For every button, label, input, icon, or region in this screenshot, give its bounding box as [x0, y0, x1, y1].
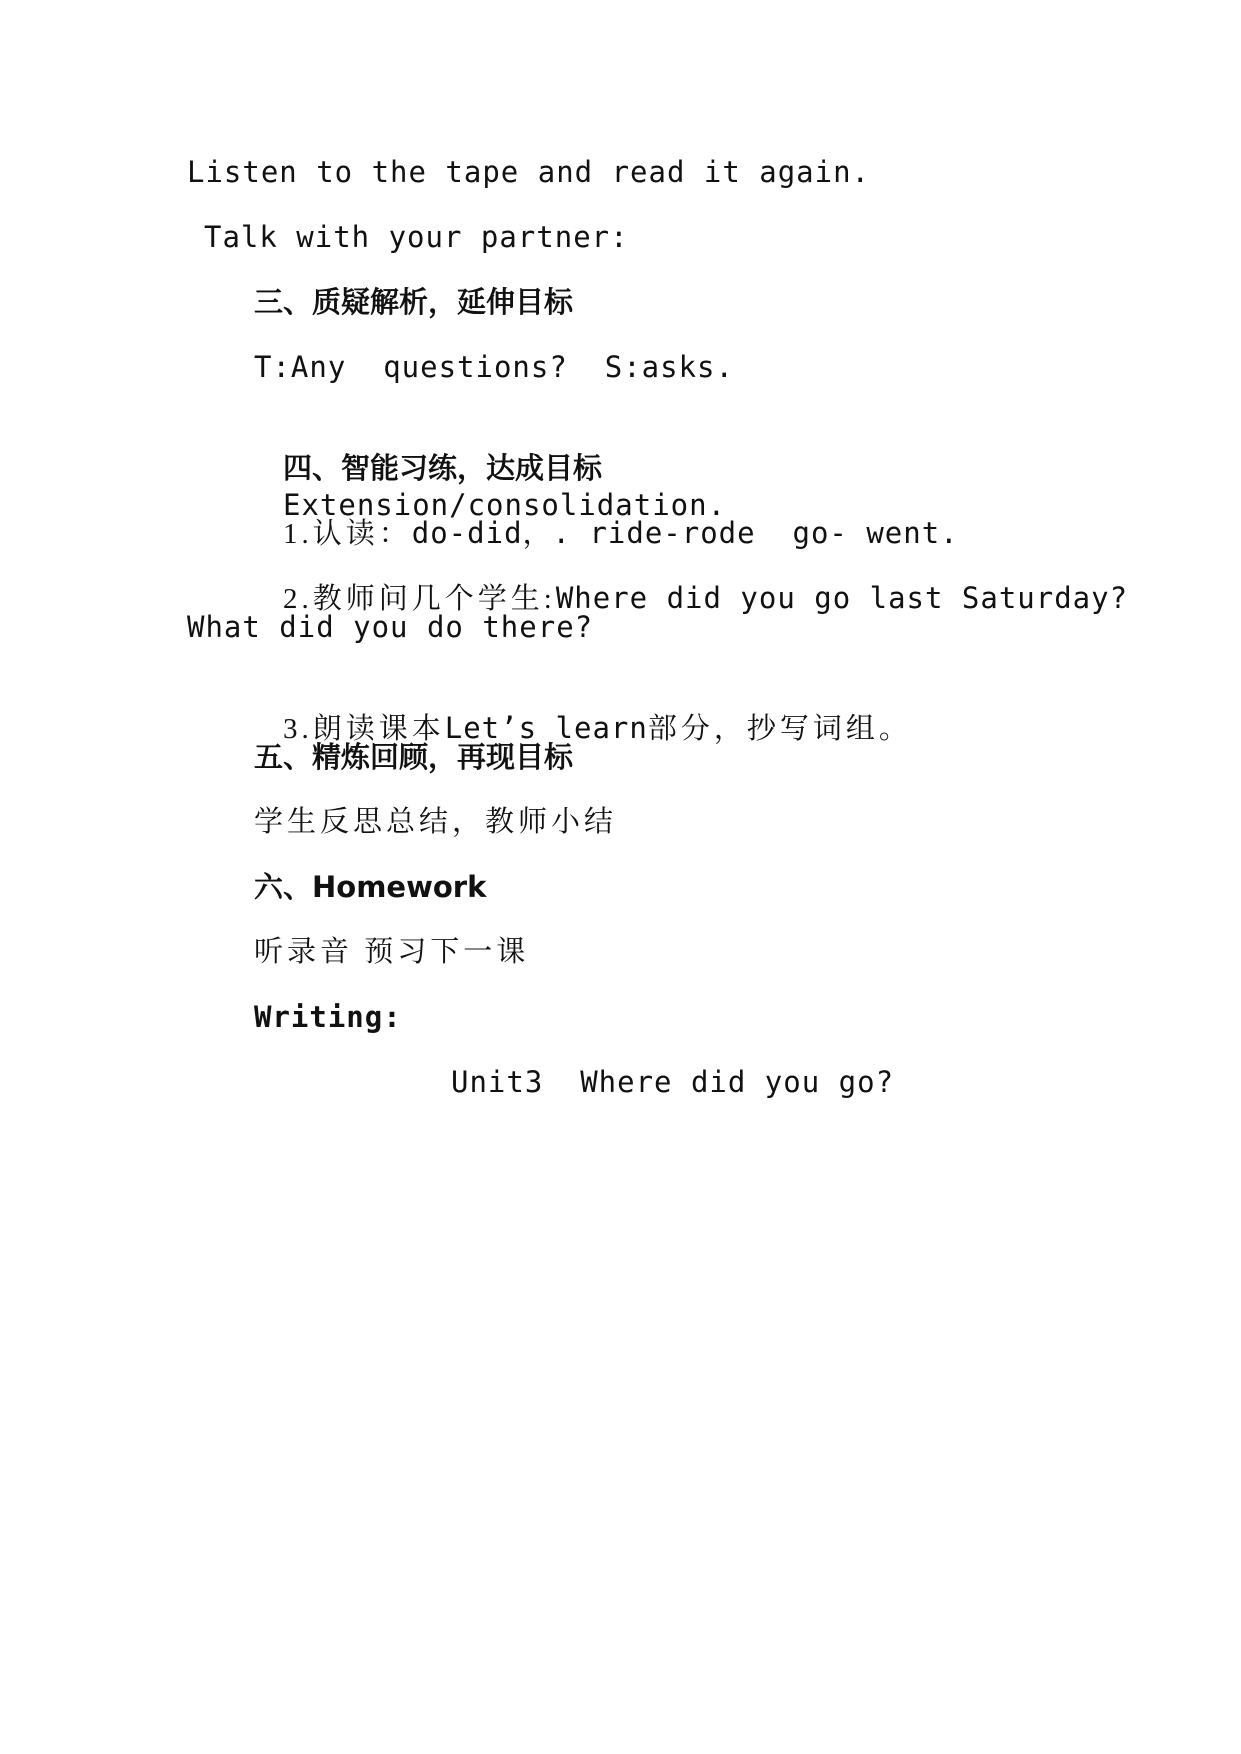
exercise-3-lesson: Let’s learn [444, 711, 648, 745]
exercise-2-question-cont: What did you do there? [187, 610, 594, 644]
writing-label: Writing: [254, 1000, 402, 1034]
homework-text: 听录音 预习下一课 [254, 936, 530, 968]
exercise-2-label: 2.教师问几个学生: [283, 583, 556, 615]
exercise-2-question: Where did you go last Saturday? [555, 581, 1129, 615]
exercise-3-label: 3.朗读课本 [283, 713, 445, 745]
instruction-listen: Listen to the tape and read it again. [187, 155, 871, 189]
dialogue-line: T:Any questions? S:asks. [254, 350, 734, 384]
section-heading-3: 三、质疑解析，延伸目标 [254, 285, 574, 319]
instruction-talk: Talk with your partner: [204, 220, 629, 254]
exercise-3-task: 部分，抄写词组。 [647, 713, 912, 745]
section-heading-4-english: Extension/consolidation. [283, 488, 727, 522]
exercise-1-label: 1.认读： [283, 518, 412, 550]
section-heading-4: 四、智能习练，达成目标 [283, 451, 603, 485]
section-heading-5: 五、精炼回顾，再现目标 [254, 740, 574, 774]
summary-text: 学生反思总结，教师小结 [254, 806, 618, 838]
unit-title: Unit3 Where did you go? [451, 1065, 895, 1099]
exercise-1-words: do-did，. ride-rode go- went. [411, 516, 959, 550]
section-heading-6: 六、Homework [254, 870, 487, 904]
